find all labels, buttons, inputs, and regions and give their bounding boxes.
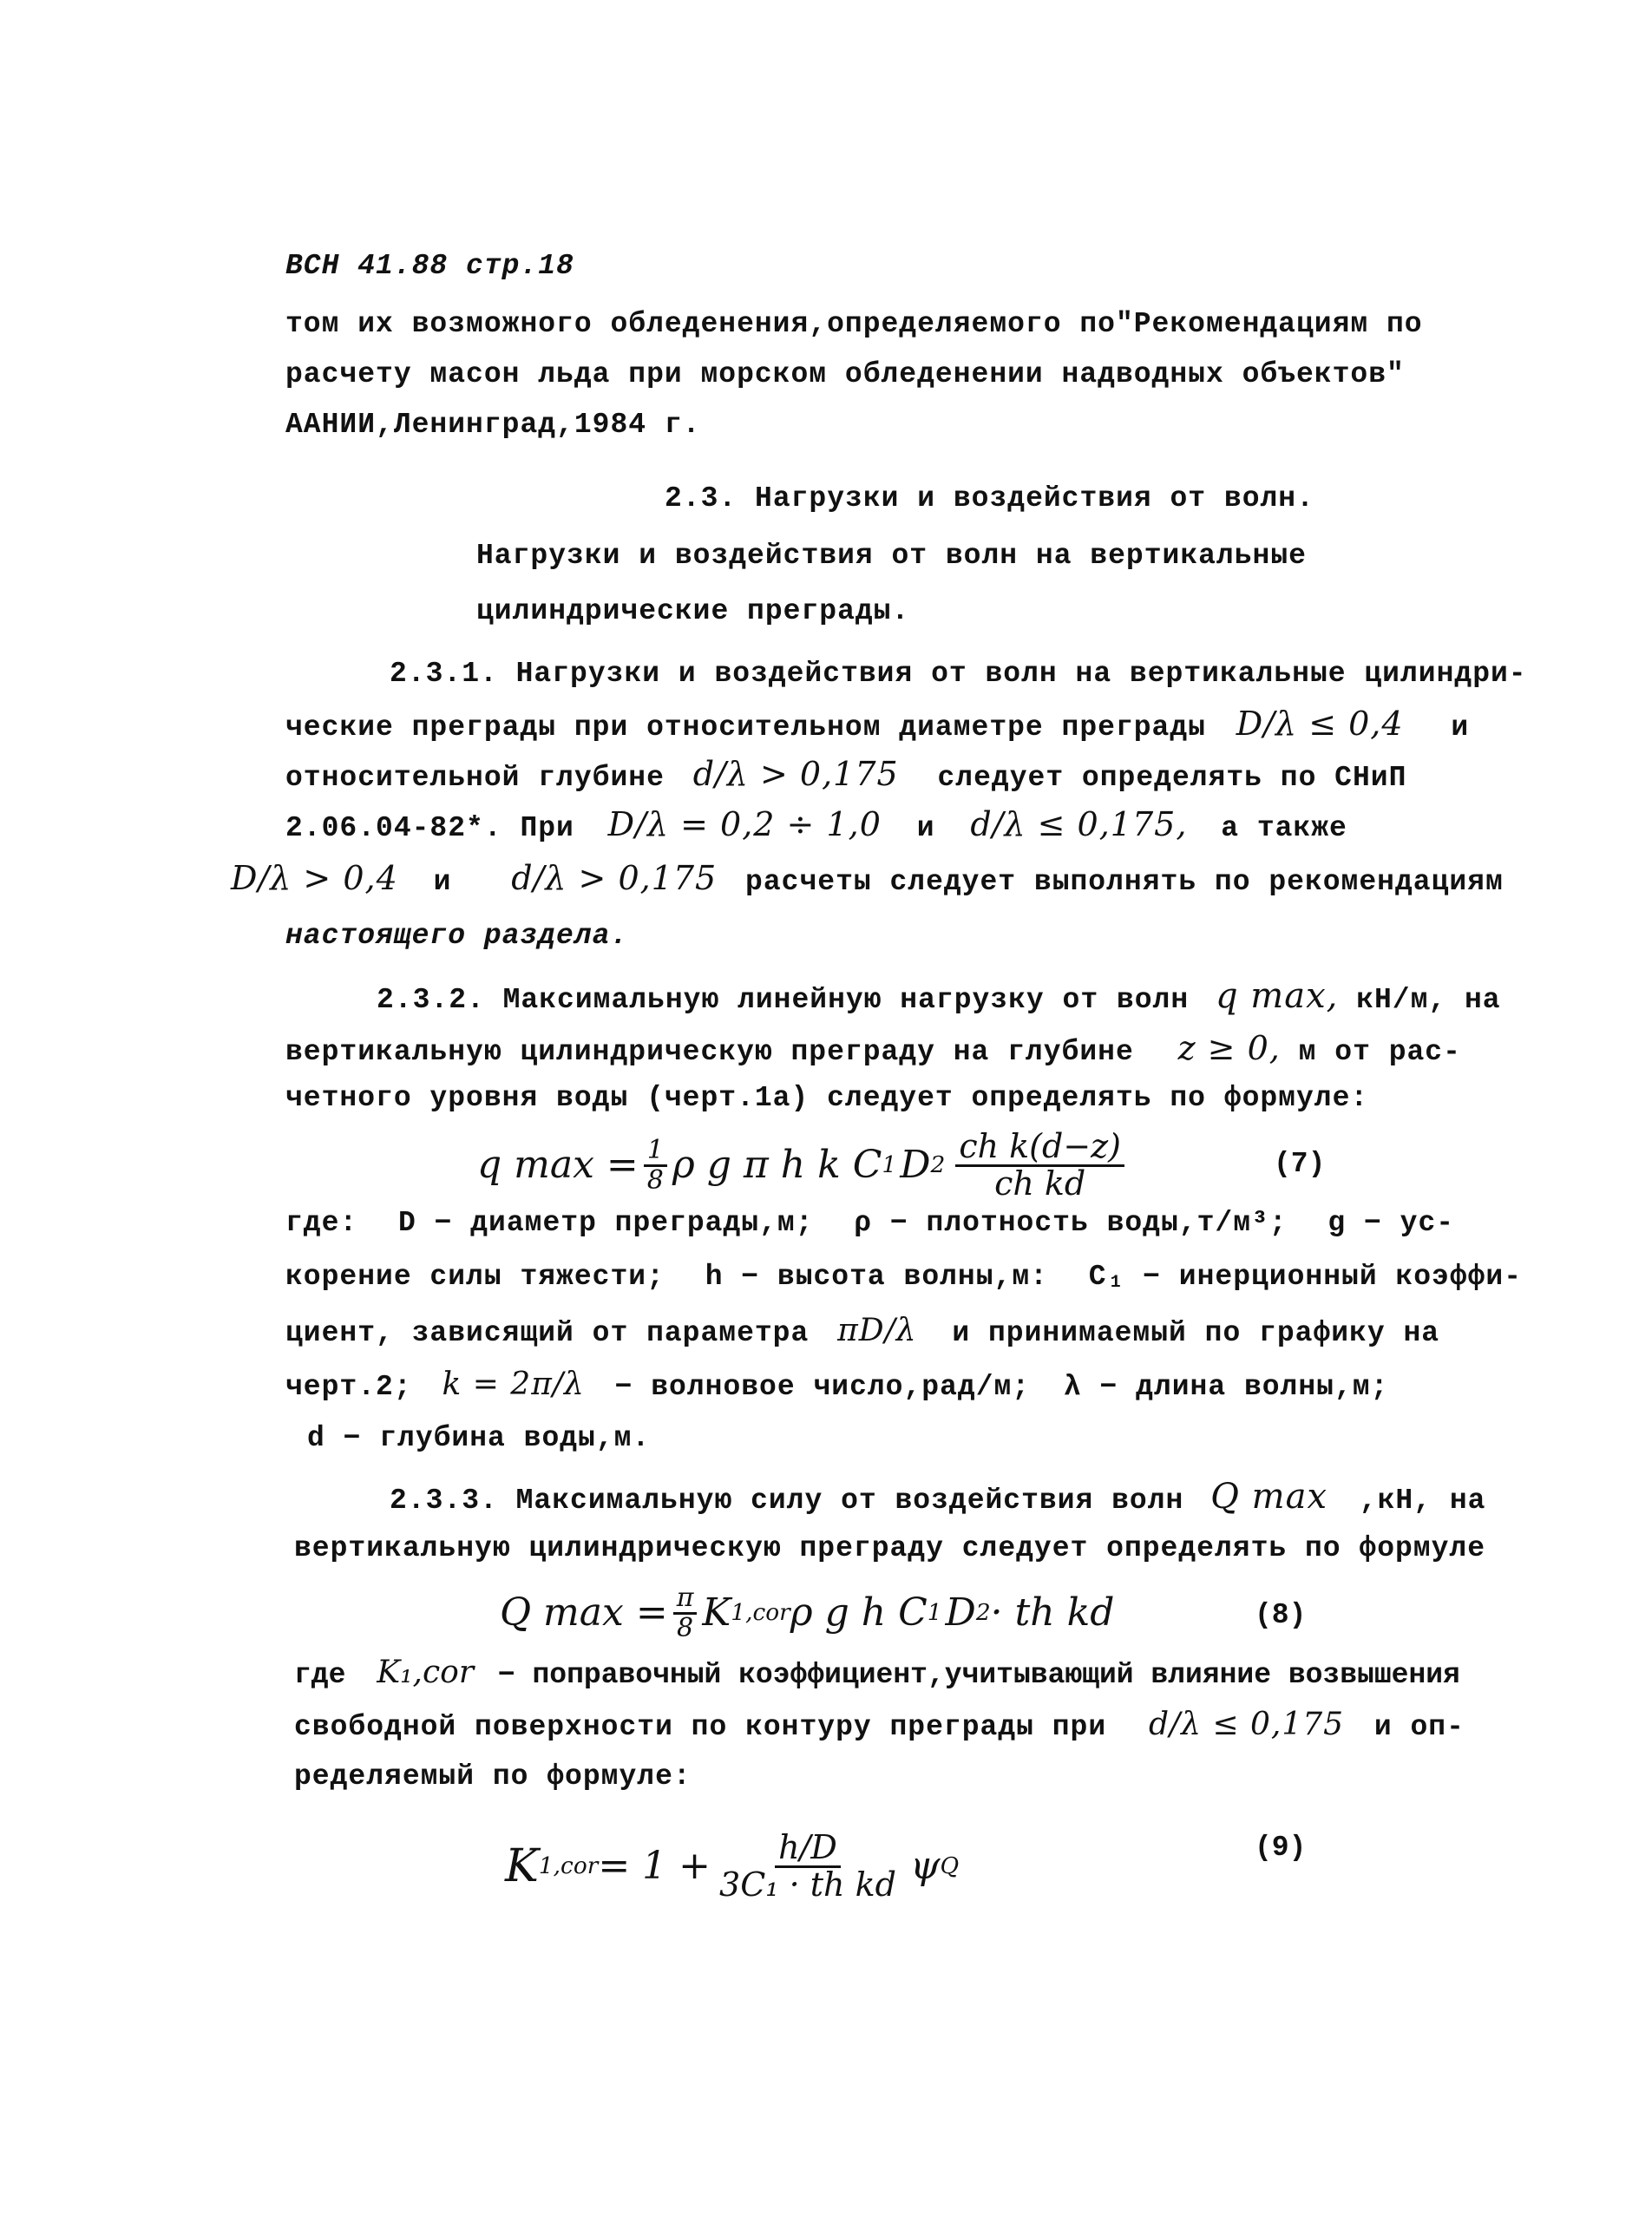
where-7-wave-length: λ − длина волны,м; — [1063, 1371, 1389, 1403]
formula-7-body-sup: 2 — [930, 1151, 946, 1179]
section-title: 2.3. Нагрузки и воздействия от волн. — [665, 482, 1314, 515]
formula-9-num: h/D — [775, 1831, 841, 1868]
clause-232-line-1-end: кН/м, на — [1356, 984, 1501, 1016]
depth-gt-condition: d/λ > 0,175 — [511, 859, 718, 897]
intro-line-1: том их возможного обледенения,определяемого по"Рекомендациям по — [285, 308, 1423, 340]
formula-8-body-sup: 2 — [975, 1599, 991, 1626]
where-7-wave-height: h − высота волны,м: — [705, 1261, 1048, 1293]
where-8-depth-condition: d/λ ≤ 0,175 — [1148, 1707, 1345, 1742]
formula-8-body-tail: D — [945, 1590, 976, 1635]
clause-231-line-2-text: ческие преграды при относительном диаметре преграды — [285, 711, 1206, 744]
clause-231-line-4 — [285, 805, 1347, 848]
k1cor-symbol: K₁,cor — [377, 1655, 475, 1690]
formula-9-number: (9) — [1255, 1832, 1307, 1864]
depth-limit-condition: d/λ ≤ 0,175, — [970, 805, 1188, 843]
diameter-range-condition: D/λ = 0,2 ÷ 1,0 — [607, 805, 882, 843]
formula-7-coef-den: 8 — [646, 1164, 664, 1196]
clause-232-line-1 — [377, 977, 1501, 1019]
clause-231-line-5 — [231, 859, 1504, 901]
formula-8-body-sub: 1,cor — [731, 1599, 790, 1626]
where-7-line-5: d − глубина воды,м. — [307, 1422, 651, 1454]
where-7-fig-ref: черт.2; — [285, 1371, 412, 1403]
formula-7-frac-num: ch k(d−z) — [955, 1130, 1124, 1167]
clause-233-line-1-start: 2.3.3. Максимальную силу от воздействия волн — [390, 1485, 1184, 1517]
subsection-title-line-2: цилиндрические преграды. — [476, 595, 910, 627]
where-7-line-3 — [285, 1312, 1439, 1353]
clause-231-line-5-mid: и — [433, 866, 452, 898]
clause-231-line-3-text: относительной глубине — [285, 762, 665, 794]
formula-7-body: ρ g π h k C — [672, 1143, 882, 1188]
clause-232-line-3: четного уровня воды (черт.1а) следует определять по формуле: — [285, 1082, 1369, 1114]
intro-line-3: ААНИИ,Ленинград,1984 г. — [285, 409, 701, 441]
where-7-line-1 — [285, 1204, 1454, 1242]
wave-number-symbol: k = 2π/λ — [442, 1367, 585, 1402]
formula-8 — [500, 1584, 1114, 1642]
clause-231-line-5-end: расчеты следует выполнять по рекомендациям — [745, 866, 1504, 898]
formula-8-coef-den: 8 — [677, 1612, 694, 1643]
where-7-line-2 — [285, 1258, 1522, 1296]
z-depth-symbol: z ≥ 0, — [1177, 1029, 1281, 1067]
clause-233-line-1 — [390, 1478, 1485, 1520]
relative-depth-condition: d/λ > 0,175 — [692, 755, 899, 793]
subsection-title-line-1: Нагрузки и воздействия от волн на вертикальные — [476, 540, 1307, 572]
formula-9-tail: ψ — [909, 1844, 941, 1889]
qmax-symbol: q max, — [1215, 976, 1339, 1016]
clause-231-line-4-start: 2.06.04-82*. При — [285, 812, 574, 844]
where-7-inertia-coef: C₁ − инерционный коэффи- — [1088, 1261, 1523, 1293]
formula-8-coef-num: π — [673, 1584, 698, 1615]
formula-8-number: (8) — [1255, 1599, 1307, 1631]
formula-9-lhs-sub: 1,cor — [538, 1852, 599, 1880]
clause-231-line-3-end: следует определять по СНиП — [937, 762, 1407, 794]
formula-8-body-mid: ρ g h C — [790, 1590, 928, 1635]
clause-231-line-6: настоящего раздела. — [285, 920, 629, 952]
formula-7-coef-num: 1 — [644, 1137, 667, 1167]
where-8-line-2-text: свободной поверхности по контуру преграды при — [294, 1711, 1107, 1743]
formula-7-lhs: q max = — [477, 1143, 639, 1188]
where-7-inertia-tail: и принимаемый по графику на — [952, 1317, 1440, 1349]
where-7-wave-number: − волновое число,рад/м; — [614, 1371, 1031, 1403]
ratio-d-lambda-condition: D/λ ≤ 0,4 — [1236, 705, 1404, 743]
Qmax-symbol: Q max — [1210, 1477, 1328, 1517]
where-7-label: где: — [285, 1207, 358, 1239]
clause-231-line-3 — [285, 755, 1406, 797]
formula-9-lhs: K — [505, 1840, 539, 1893]
where-7-density: ρ − плотность воды,т/м³; — [854, 1207, 1288, 1239]
where-8-line-3: ределяемый по формуле: — [294, 1760, 692, 1793]
formula-7-body-tail: D — [900, 1143, 931, 1188]
formula-9-den: 3C₁ · th kd — [719, 1865, 896, 1904]
clause-232-line-2-start: вертикальную цилиндрическую преграду на глубине — [285, 1036, 1134, 1068]
where-7-gravity: g − ус- — [1328, 1207, 1455, 1239]
clause-233-line-2: вертикальную цилиндрическую преграду следует определять по формуле — [294, 1532, 1486, 1564]
where-8-line-1 — [294, 1654, 1460, 1695]
where-7-diameter: D − диаметр преграды,м; — [398, 1207, 814, 1239]
clause-231-line-4-end: а также — [1221, 812, 1347, 844]
formula-9-fraction — [716, 1828, 900, 1904]
document-header: ВСН 41.88 стр.18 — [285, 250, 574, 282]
formula-9-tail-sub: Q — [940, 1852, 960, 1880]
clause-232-line-1-start: 2.3.2. Максимальную линейную нагрузку от волн — [377, 984, 1190, 1016]
formula-7-frac-den: ch kd — [994, 1164, 1086, 1203]
pi-d-over-lambda-symbol: πD/λ — [837, 1313, 917, 1348]
formula-7 — [477, 1127, 1130, 1203]
where-8-k1cor-desc: − поправочный коэффициент,учитывающий влияние возвышения — [497, 1659, 1460, 1691]
where-7-inertia-cont: циент, зависящий от параметра — [285, 1317, 810, 1349]
where-8-line-2 — [294, 1706, 1465, 1747]
formula-7-fraction — [955, 1127, 1124, 1203]
clause-231-line-2-end: и — [1451, 711, 1470, 744]
where-7-line-4 — [285, 1366, 1388, 1406]
formula-8-body-end: · th kd — [990, 1590, 1115, 1635]
formula-8-lhs: Q max = — [500, 1590, 668, 1635]
formula-9-eq: = 1 + — [598, 1844, 711, 1889]
formula-7-body-sub: 1 — [882, 1151, 897, 1179]
intro-line-2: расчету масон льда при морском обледенении надводных объектов" — [285, 358, 1405, 390]
formula-9 — [505, 1828, 960, 1904]
formula-8-body: K — [702, 1590, 731, 1635]
clause-231-line-1: 2.3.1. Нагрузки и воздействия от волн на вертикальные цилиндри- — [390, 658, 1527, 690]
where-8-label: где — [294, 1659, 346, 1691]
formula-7-coefficient — [644, 1137, 667, 1194]
where-8-line-2-end: и оп- — [1373, 1711, 1465, 1743]
clause-231-line-2 — [285, 705, 1469, 747]
formula-7-number: (7) — [1274, 1148, 1326, 1180]
clause-232-line-2 — [285, 1029, 1461, 1072]
formula-8-coefficient — [673, 1584, 698, 1642]
formula-8-body-sub2: 1 — [927, 1599, 942, 1626]
clause-232-line-2-end: м от рас- — [1298, 1036, 1461, 1068]
clause-233-line-1-end: ,кН, на — [1359, 1485, 1486, 1517]
clause-231-line-4-mid: и — [916, 812, 935, 844]
where-7-gravity-cont: корение силы тяжести; — [285, 1261, 665, 1293]
diameter-gt-condition: D/λ > 0,4 — [231, 859, 398, 897]
